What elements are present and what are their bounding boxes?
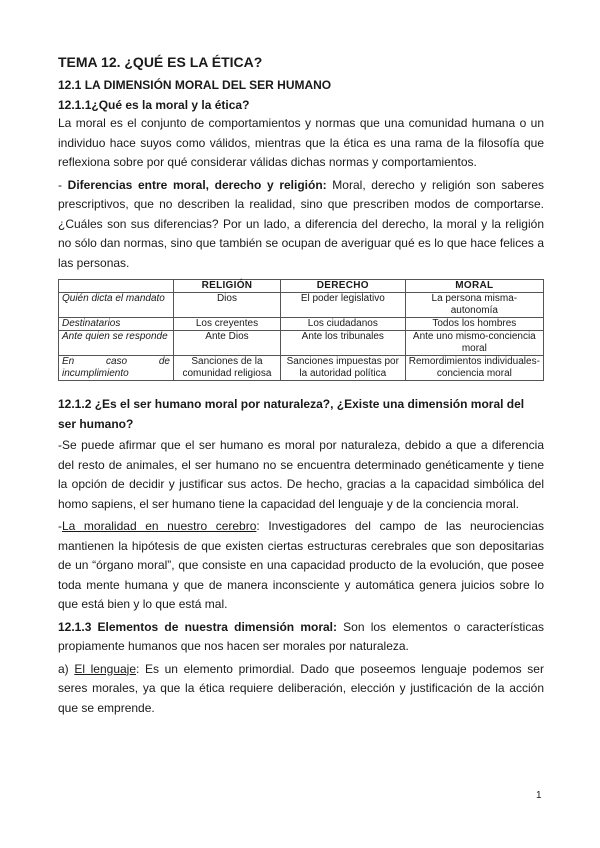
table-row <box>59 356 544 381</box>
paragraph-lead: - <box>58 519 62 533</box>
elementos-text: Son los elementos o características propiamente humanos que nos hacen ser morales por naturaleza. <box>58 619 544 653</box>
table-cell: El poder legislativo <box>280 293 405 318</box>
table-header-row <box>59 280 544 293</box>
table-cell: Ante uno mismo-conciencia moral <box>405 331 543 356</box>
table-header-moral: MORAL <box>405 280 543 293</box>
moralidad-cerebro-heading: La moralidad en nuestro cerebro <box>62 519 257 533</box>
diferencias-text: Moral, derecho y religión son saberes prescriptivos, que no describen la realidad, sino que prescriben modos de comportarse. ¿Cuáles son sus diferencias? Por un lado, a diferencia del derecho, la moral y la religión no sólo dan normas, sino que también se ocupan de averiguar qué es lo que hace felices a las personas. <box>58 177 544 270</box>
lenguaje-text: : Es un elemento primordial. Dado que poseemos lenguaje podemos ser seres morales, ya que la ética requiere deliberación, elección y justificación de la acción que se emprende. <box>58 661 544 715</box>
paragraph-lead: a) <box>58 661 75 676</box>
paragraph-diferencias <box>58 176 544 274</box>
row-label: Quién dicta el mandato <box>59 293 174 318</box>
document-page <box>58 54 544 721</box>
table-row <box>59 318 544 331</box>
row-label: En caso de incumplimiento <box>59 356 174 381</box>
diferencias-heading: Diferencias entre moral, derecho y religión: <box>67 177 327 192</box>
row-label: Destinatarios <box>59 318 174 331</box>
table-cell: Sanciones impuestas por la autoridad política <box>280 356 405 381</box>
paragraph-moral-naturaleza: -Se puede afirmar que el ser humano es moral por naturaleza, debido a que a diferencia del resto de animales, el ser humano no se encuentra determinado genéticamente y tiene la opción de decidir y justificar sus actos. De hecho, gracias a la capacidad simbólica del homo sapiens, el ser humano tiene la capacidad del lenguaje y de la conciencia moral. <box>58 438 544 511</box>
lenguaje-heading: El lenguaje <box>74 661 136 676</box>
paragraph-moralidad-cerebro <box>58 517 544 615</box>
table-cell: Ante los tribunales <box>280 331 405 356</box>
table-row <box>59 293 544 318</box>
table-row <box>59 331 544 356</box>
table-cell: Todos los hombres <box>405 318 543 331</box>
page-title: TEMA 12. ¿QUÉ ES LA ÉTICA? <box>58 54 263 70</box>
page-number: 1 <box>536 790 542 801</box>
paragraph-lead: - <box>58 177 68 192</box>
table-cell: Ante Dios <box>174 331 281 356</box>
section-heading-12-1-3: 12.1.3 Elementos de nuestra dimensión moral: <box>58 619 337 634</box>
table-header-derecho: DERECHO <box>280 280 405 293</box>
comparison-table <box>58 279 544 381</box>
moralidad-cerebro-text: : Investigadores del campo de las neurociencias mantienen la hipótesis de que existen ciertas estructuras cerebrales que son depositarias de un “órgano moral”, que consiste en una capacidad producto de la evolución, que posee toda mente humana y que de manera inconsciente y automática genera juicios sobre lo que está bien y lo que está mal. <box>58 519 544 611</box>
table-cell: La persona misma-autonomía <box>405 293 543 318</box>
section-heading-12-1: 12.1 LA DIMENSIÓN MORAL DEL SER HUMANO <box>58 78 332 92</box>
table-cell: Los creyentes <box>174 318 281 331</box>
table-header-religion: RELIGIÓN <box>174 280 281 293</box>
section-heading-12-1-1: 12.1.1¿Qué es la moral y la ética? <box>58 98 250 112</box>
paragraph-elementos <box>58 618 544 657</box>
table-cell: Dios <box>174 293 281 318</box>
table-cell: Los ciudadanos <box>280 318 405 331</box>
paragraph-moral-etica: La moral es el conjunto de comportamientos y normas que una comunidad humana o un individuo hace suyos como válidos, mientras que la ética es una rama de la filosofía que reflexiona sobre por qué considerar válidas dichas normas y comportamientos. <box>58 116 544 169</box>
table-cell: Sanciones de la comunidad religiosa <box>174 356 281 381</box>
row-label: Ante quien se responde <box>59 331 174 356</box>
table-header-empty <box>59 280 174 293</box>
paragraph-lenguaje <box>58 660 544 719</box>
table-cell: Remordimientos individuales-conciencia moral <box>405 356 543 381</box>
section-heading-12-1-2: 12.1.2 ¿Es el ser humano moral por naturaleza?, ¿Existe una dimensión moral del ser humano? <box>58 397 525 431</box>
